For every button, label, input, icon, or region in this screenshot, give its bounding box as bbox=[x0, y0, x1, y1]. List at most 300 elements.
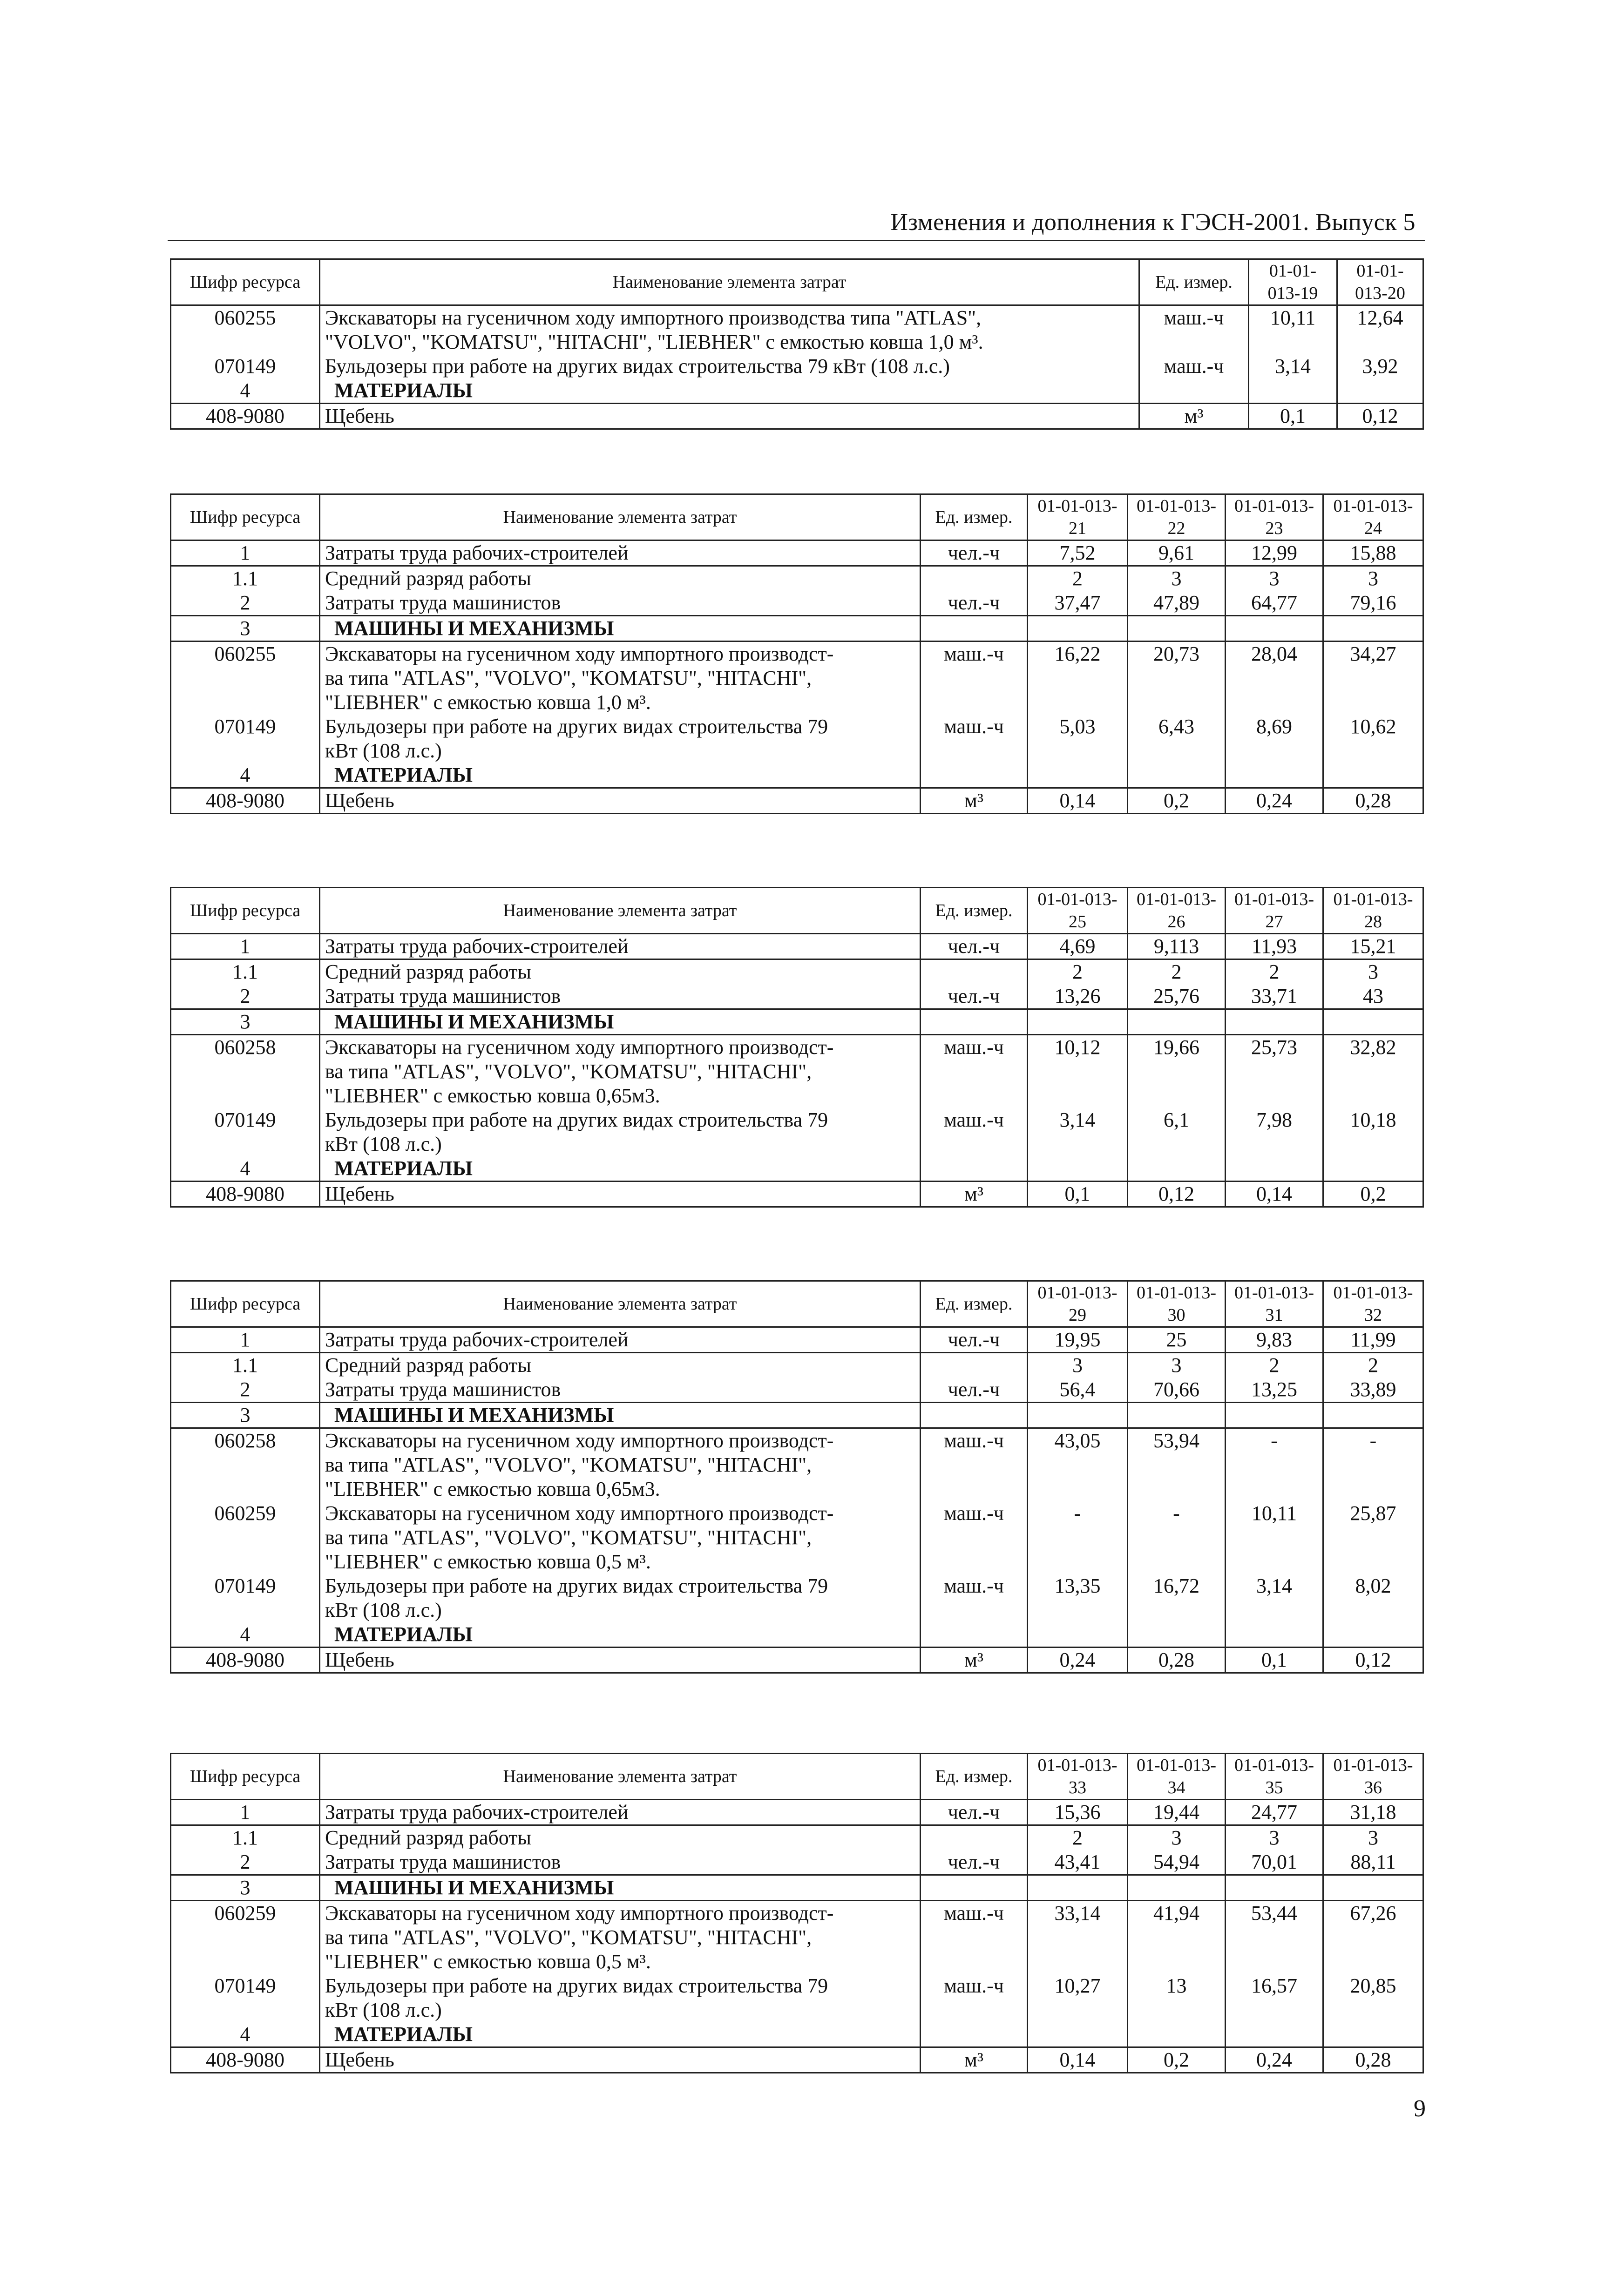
cell-unit: маш.-ч bbox=[921, 1428, 1028, 1453]
header-unit: Ед. измер. bbox=[921, 1281, 1028, 1327]
cell-value bbox=[1028, 1526, 1128, 1550]
cell-value: 37,47 bbox=[1028, 591, 1128, 616]
cell-value: 47,89 bbox=[1128, 591, 1226, 616]
cell-value bbox=[1028, 1925, 1128, 1950]
cell-value bbox=[1226, 763, 1323, 788]
cell-code: 1.1 bbox=[171, 1825, 320, 1850]
cell-value bbox=[1226, 739, 1323, 763]
cell-unit: чел.-ч bbox=[921, 984, 1028, 1009]
cell-unit bbox=[921, 1403, 1028, 1428]
cell-value bbox=[1128, 763, 1226, 788]
cell-value: 33,71 bbox=[1226, 984, 1323, 1009]
cell-value: 11,93 bbox=[1226, 934, 1323, 959]
cell-value bbox=[1226, 2022, 1323, 2047]
cell-unit bbox=[921, 1925, 1028, 1950]
cell-value: 15,88 bbox=[1323, 540, 1423, 566]
cell-value bbox=[1323, 1598, 1423, 1622]
cell-name: ва типа "ATLAS", "VOLVO", "KOMATSU", "HITACHI", bbox=[320, 1925, 921, 1950]
cell-value bbox=[1226, 1156, 1323, 1182]
cell-code: 1 bbox=[171, 540, 320, 566]
cell-value bbox=[1128, 1453, 1226, 1477]
cell-value bbox=[1226, 1622, 1323, 1648]
cell-value bbox=[1226, 1084, 1323, 1108]
cell-value: 3 bbox=[1226, 566, 1323, 591]
header-name: Наименование элемента затрат bbox=[320, 494, 921, 540]
cell-value: 25,87 bbox=[1323, 1501, 1423, 1526]
header-norm-code: 01-01-013-19 bbox=[1249, 259, 1337, 305]
cell-value bbox=[1323, 1950, 1423, 1974]
resource-table-4 bbox=[170, 1280, 1424, 1674]
cell-name: МАТЕРИАЛЫ bbox=[320, 2022, 921, 2047]
document-title: Изменения и дополнения к ГЭСН-2001. Выпуск 5 bbox=[890, 209, 1416, 236]
cell-code: 408-9080 bbox=[171, 404, 320, 429]
cell-code: 060258 bbox=[171, 1035, 320, 1060]
cell-value: 0,14 bbox=[1028, 2047, 1128, 2073]
cell-value: 10,11 bbox=[1249, 305, 1337, 331]
cell-value: 20,85 bbox=[1323, 1974, 1423, 1998]
header-name: Наименование элемента затрат bbox=[320, 1281, 921, 1327]
cell-name: "VOLVO", "KOMATSU", "HITACHI", "LIEBHER" с емкостью ковша 1,0 м³. bbox=[320, 330, 1139, 354]
cell-name: Затраты труда машинистов bbox=[320, 591, 921, 616]
cell-code bbox=[171, 1132, 320, 1156]
cell-code: 070149 bbox=[171, 1974, 320, 1998]
cell-value: 16,72 bbox=[1128, 1574, 1226, 1598]
cell-value: 2 bbox=[1226, 1353, 1323, 1378]
cell-value: 0,28 bbox=[1323, 788, 1423, 814]
header-code: Шифр ресурса bbox=[171, 1281, 320, 1327]
cell-name: Бульдозеры при работе на других видах строительства 79 bbox=[320, 1108, 921, 1132]
cell-value: 16,57 bbox=[1226, 1974, 1323, 1998]
cell-unit: м³ bbox=[921, 788, 1028, 814]
header-code: Шифр ресурса bbox=[171, 888, 320, 934]
header-norm-code: 01-01-013-29 bbox=[1028, 1281, 1128, 1327]
table-row bbox=[171, 330, 1423, 354]
cell-value: 3 bbox=[1128, 1353, 1226, 1378]
cell-value: 0,12 bbox=[1323, 1648, 1423, 1673]
cell-value: 12,64 bbox=[1337, 305, 1423, 331]
table-row bbox=[171, 739, 1423, 763]
cell-code bbox=[171, 690, 320, 715]
table-body bbox=[171, 1800, 1423, 2073]
cell-unit bbox=[921, 1453, 1028, 1477]
header-norm-code: 01-01-013-24 bbox=[1323, 494, 1423, 540]
table-row bbox=[171, 1378, 1423, 1403]
cell-unit bbox=[921, 1875, 1028, 1901]
cell-value: 0,28 bbox=[1323, 2047, 1423, 2073]
cell-code: 408-9080 bbox=[171, 2047, 320, 2073]
cell-value: 56,4 bbox=[1028, 1378, 1128, 1403]
resource-table-5 bbox=[170, 1753, 1424, 2073]
table-row bbox=[171, 1950, 1423, 1974]
cell-unit bbox=[921, 666, 1028, 690]
cell-value bbox=[1323, 666, 1423, 690]
cell-value: 3 bbox=[1226, 1825, 1323, 1850]
cell-name: ва типа "ATLAS", "VOLVO", "KOMATSU", "HITACHI", bbox=[320, 1060, 921, 1084]
cell-name: кВт (108 л.с.) bbox=[320, 1132, 921, 1156]
cell-value: 6,1 bbox=[1128, 1108, 1226, 1132]
cell-code: 408-9080 bbox=[171, 788, 320, 814]
cell-unit: м³ bbox=[921, 2047, 1028, 2073]
cell-value: 12,99 bbox=[1226, 540, 1323, 566]
cell-name: Средний разряд работы bbox=[320, 959, 921, 985]
table-row bbox=[171, 1327, 1423, 1353]
cell-value: 19,95 bbox=[1028, 1327, 1128, 1353]
header-norm-code: 01-01-013-31 bbox=[1226, 1281, 1323, 1327]
cell-value bbox=[1249, 330, 1337, 354]
cell-value: 7,52 bbox=[1028, 540, 1128, 566]
cell-value bbox=[1323, 1453, 1423, 1477]
cell-value: 13,26 bbox=[1028, 984, 1128, 1009]
table-row bbox=[171, 1501, 1423, 1526]
cell-value: 34,27 bbox=[1323, 642, 1423, 667]
cell-unit bbox=[921, 1477, 1028, 1501]
cell-name: Экскаваторы на гусеничном ходу импортного производст- bbox=[320, 1428, 921, 1453]
cell-value: 0,24 bbox=[1226, 788, 1323, 814]
cell-unit: м³ bbox=[921, 1648, 1028, 1673]
cell-code: 2 bbox=[171, 1378, 320, 1403]
cell-name: "LIEBHER" с емкостью ковша 0,65м3. bbox=[320, 1084, 921, 1108]
table-row bbox=[171, 1974, 1423, 1998]
cell-value bbox=[1128, 1622, 1226, 1648]
cell-value: 2 bbox=[1028, 566, 1128, 591]
cell-value bbox=[1128, 616, 1226, 642]
cell-name: Бульдозеры при работе на других видах строительства 79 bbox=[320, 715, 921, 739]
header-norm-code: 01-01-013-23 bbox=[1226, 494, 1323, 540]
cell-name: Экскаваторы на гусеничном ходу импортного производст- bbox=[320, 1501, 921, 1526]
cell-name: Щебень bbox=[320, 788, 921, 814]
resource-table-1 bbox=[170, 258, 1424, 430]
cell-value: 67,26 bbox=[1323, 1901, 1423, 1926]
cell-value bbox=[1323, 1526, 1423, 1550]
cell-value bbox=[1226, 1453, 1323, 1477]
cell-unit bbox=[921, 959, 1028, 985]
cell-value: 6,43 bbox=[1128, 715, 1226, 739]
table-row bbox=[171, 305, 1423, 331]
cell-value bbox=[1128, 1084, 1226, 1108]
cell-unit bbox=[921, 1550, 1028, 1574]
cell-code: 070149 bbox=[171, 1108, 320, 1132]
cell-value: 3 bbox=[1128, 566, 1226, 591]
cell-value: 0,24 bbox=[1226, 2047, 1323, 2073]
cell-code: 3 bbox=[171, 1875, 320, 1901]
cell-value bbox=[1128, 1009, 1226, 1035]
cell-value bbox=[1128, 1156, 1226, 1182]
table-row bbox=[171, 1998, 1423, 2022]
cell-value bbox=[1028, 1550, 1128, 1574]
cell-unit: м³ bbox=[921, 1182, 1028, 1207]
cell-name: Затраты труда рабочих-строителей bbox=[320, 1800, 921, 1825]
cell-unit: чел.-ч bbox=[921, 1327, 1028, 1353]
cell-value bbox=[1028, 1009, 1128, 1035]
cell-value bbox=[1128, 1403, 1226, 1428]
cell-value bbox=[1128, 1998, 1226, 2022]
cell-code: 408-9080 bbox=[171, 1182, 320, 1207]
cell-value bbox=[1128, 666, 1226, 690]
cell-code: 1 bbox=[171, 1800, 320, 1825]
cell-value bbox=[1028, 2022, 1128, 2047]
header-norm-code: 01-01-013-21 bbox=[1028, 494, 1128, 540]
table-row bbox=[171, 1598, 1423, 1622]
cell-value: 0,2 bbox=[1128, 788, 1226, 814]
cell-unit: маш.-ч bbox=[921, 1901, 1028, 1926]
table-row bbox=[171, 1622, 1423, 1648]
cell-code bbox=[171, 1925, 320, 1950]
cell-value: 33,14 bbox=[1028, 1901, 1128, 1926]
cell-unit: м³ bbox=[1139, 404, 1249, 429]
cell-value: 9,61 bbox=[1128, 540, 1226, 566]
cell-value bbox=[1128, 1875, 1226, 1901]
cell-unit bbox=[921, 616, 1028, 642]
cell-value: 79,16 bbox=[1323, 591, 1423, 616]
cell-name: МАШИНЫ И МЕХАНИЗМЫ bbox=[320, 1009, 921, 1035]
cell-name: Средний разряд работы bbox=[320, 1825, 921, 1850]
cell-value bbox=[1323, 1084, 1423, 1108]
header-unit: Ед. измер. bbox=[921, 1754, 1028, 1800]
cell-name: кВт (108 л.с.) bbox=[320, 1998, 921, 2022]
cell-code: 3 bbox=[171, 616, 320, 642]
cell-value bbox=[1028, 690, 1128, 715]
cell-value: 28,04 bbox=[1226, 642, 1323, 667]
cell-value bbox=[1323, 1477, 1423, 1501]
cell-value bbox=[1128, 739, 1226, 763]
table-header-row bbox=[171, 1754, 1423, 1800]
cell-unit bbox=[921, 739, 1028, 763]
cell-value bbox=[1028, 1403, 1128, 1428]
header-norm-code: 01-01-013-22 bbox=[1128, 494, 1226, 540]
table-row bbox=[171, 1526, 1423, 1550]
cell-value: 2 bbox=[1128, 959, 1226, 985]
table-row bbox=[171, 715, 1423, 739]
cell-value bbox=[1226, 1009, 1323, 1035]
table-row bbox=[171, 1850, 1423, 1875]
cell-name: Затраты труда рабочих-строителей bbox=[320, 1327, 921, 1353]
cell-value bbox=[1226, 1925, 1323, 1950]
cell-code bbox=[171, 1453, 320, 1477]
cell-value: 10,62 bbox=[1323, 715, 1423, 739]
table-row bbox=[171, 1132, 1423, 1156]
cell-value: 10,18 bbox=[1323, 1108, 1423, 1132]
cell-name: Затраты труда рабочих-строителей bbox=[320, 540, 921, 566]
header-norm-code: 01-01-013-26 bbox=[1128, 888, 1226, 934]
table-row bbox=[171, 984, 1423, 1009]
cell-value: 20,73 bbox=[1128, 642, 1226, 667]
table-row bbox=[171, 2022, 1423, 2047]
table-row bbox=[171, 788, 1423, 814]
cell-unit: маш.-ч bbox=[921, 1974, 1028, 1998]
cell-value bbox=[1323, 616, 1423, 642]
cell-value: 24,77 bbox=[1226, 1800, 1323, 1825]
cell-name: МАТЕРИАЛЫ bbox=[320, 378, 1139, 404]
cell-value bbox=[1226, 1060, 1323, 1084]
cell-value: 0,2 bbox=[1128, 2047, 1226, 2073]
cell-value: 11,99 bbox=[1323, 1327, 1423, 1353]
header-norm-code: 01-01-013-25 bbox=[1028, 888, 1128, 934]
table-header-row bbox=[171, 1281, 1423, 1327]
page-number: 9 bbox=[1414, 2095, 1426, 2122]
cell-value bbox=[1028, 739, 1128, 763]
table-row bbox=[171, 1009, 1423, 1035]
cell-value bbox=[1028, 616, 1128, 642]
header-norm-code: 01-01-013-32 bbox=[1323, 1281, 1423, 1327]
cell-name: "LIEBHER" с емкостью ковша 0,5 м³. bbox=[320, 1550, 921, 1574]
cell-value bbox=[1128, 1132, 1226, 1156]
table-row bbox=[171, 1428, 1423, 1453]
table-row bbox=[171, 1403, 1423, 1428]
cell-code: 1 bbox=[171, 934, 320, 959]
cell-name: Щебень bbox=[320, 2047, 921, 2073]
cell-unit: чел.-ч bbox=[921, 540, 1028, 566]
cell-value bbox=[1226, 666, 1323, 690]
cell-value bbox=[1226, 690, 1323, 715]
cell-name: Экскаваторы на гусеничном ходу импортного производства типа "ATLAS", bbox=[320, 305, 1139, 331]
cell-value bbox=[1128, 1598, 1226, 1622]
header-norm-code: 01-01-013-35 bbox=[1226, 1754, 1323, 1800]
cell-name: ва типа "ATLAS", "VOLVO", "KOMATSU", "HITACHI", bbox=[320, 1453, 921, 1477]
cell-unit bbox=[921, 1950, 1028, 1974]
cell-name: "LIEBHER" с емкостью ковша 0,5 м³. bbox=[320, 1950, 921, 1974]
header-code: Шифр ресурса bbox=[171, 259, 320, 305]
cell-value: - bbox=[1128, 1501, 1226, 1526]
cell-value bbox=[1128, 1925, 1226, 1950]
cell-value: 3,92 bbox=[1337, 354, 1423, 378]
cell-value: 70,66 bbox=[1128, 1378, 1226, 1403]
cell-value bbox=[1323, 1550, 1423, 1574]
cell-value bbox=[1226, 616, 1323, 642]
cell-value: 2 bbox=[1028, 959, 1128, 985]
cell-value: 10,11 bbox=[1226, 1501, 1323, 1526]
cell-value bbox=[1323, 1998, 1423, 2022]
resource-table-3 bbox=[170, 887, 1424, 1208]
table-row bbox=[171, 566, 1423, 591]
cell-name: Щебень bbox=[320, 1182, 921, 1207]
cell-value bbox=[1226, 1998, 1323, 2022]
cell-code: 070149 bbox=[171, 715, 320, 739]
cell-value: 8,69 bbox=[1226, 715, 1323, 739]
cell-name: МАТЕРИАЛЫ bbox=[320, 1156, 921, 1182]
cell-unit bbox=[921, 566, 1028, 591]
cell-value bbox=[1128, 2022, 1226, 2047]
cell-name: Экскаваторы на гусеничном ходу импортного производст- bbox=[320, 1035, 921, 1060]
cell-value bbox=[1323, 1622, 1423, 1648]
cell-value bbox=[1323, 1156, 1423, 1182]
table-row bbox=[171, 591, 1423, 616]
cell-value: 3 bbox=[1028, 1353, 1128, 1378]
cell-value bbox=[1028, 763, 1128, 788]
table-header-row bbox=[171, 259, 1423, 305]
cell-value: - bbox=[1226, 1428, 1323, 1453]
cell-value bbox=[1028, 1598, 1128, 1622]
cell-code: 060255 bbox=[171, 642, 320, 667]
cell-unit: маш.-ч bbox=[921, 1574, 1028, 1598]
cell-name: Затраты труда машинистов bbox=[320, 1378, 921, 1403]
cell-value: 16,22 bbox=[1028, 642, 1128, 667]
cell-value: 0,12 bbox=[1337, 404, 1423, 429]
table-row bbox=[171, 354, 1423, 378]
cell-value bbox=[1028, 1998, 1128, 2022]
cell-value bbox=[1323, 1009, 1423, 1035]
table-row bbox=[171, 1550, 1423, 1574]
cell-value: 25,76 bbox=[1128, 984, 1226, 1009]
cell-value bbox=[1028, 1950, 1128, 1974]
cell-name: Экскаваторы на гусеничном ходу импортного производст- bbox=[320, 1901, 921, 1926]
cell-value: - bbox=[1028, 1501, 1128, 1526]
table-body bbox=[171, 540, 1423, 814]
cell-unit bbox=[1139, 330, 1249, 354]
cell-value: 2 bbox=[1323, 1353, 1423, 1378]
cell-value: 53,94 bbox=[1128, 1428, 1226, 1453]
cell-name: Затраты труда машинистов bbox=[320, 984, 921, 1009]
cell-value: 3 bbox=[1323, 1825, 1423, 1850]
cell-unit: маш.-ч bbox=[921, 1035, 1028, 1060]
header-unit: Ед. измер. bbox=[1139, 259, 1249, 305]
cell-value: 2 bbox=[1226, 959, 1323, 985]
cell-unit bbox=[921, 2022, 1028, 2047]
cell-code: 4 bbox=[171, 1156, 320, 1182]
cell-unit: маш.-ч bbox=[921, 642, 1028, 667]
table-row bbox=[171, 1901, 1423, 1926]
cell-value: 64,77 bbox=[1226, 591, 1323, 616]
cell-value: 31,18 bbox=[1323, 1800, 1423, 1825]
header-norm-code: 01-01-013-34 bbox=[1128, 1754, 1226, 1800]
cell-unit: маш.-ч bbox=[921, 1501, 1028, 1526]
cell-code: 060259 bbox=[171, 1501, 320, 1526]
cell-value: 8,02 bbox=[1323, 1574, 1423, 1598]
table-row bbox=[171, 1084, 1423, 1108]
cell-code: 070149 bbox=[171, 354, 320, 378]
table-row bbox=[171, 404, 1423, 429]
table-body bbox=[171, 934, 1423, 1207]
cell-value: 0,1 bbox=[1028, 1182, 1128, 1207]
table-row bbox=[171, 378, 1423, 404]
cell-code bbox=[171, 1598, 320, 1622]
cell-value: 43 bbox=[1323, 984, 1423, 1009]
cell-value bbox=[1323, 1132, 1423, 1156]
cell-value: 10,27 bbox=[1028, 1974, 1128, 1998]
cell-value: 0,2 bbox=[1323, 1182, 1423, 1207]
cell-value: 3,14 bbox=[1028, 1108, 1128, 1132]
cell-code: 4 bbox=[171, 378, 320, 404]
cell-value: 3 bbox=[1323, 959, 1423, 985]
cell-value bbox=[1323, 1875, 1423, 1901]
header-norm-code: 01-01-013-33 bbox=[1028, 1754, 1128, 1800]
cell-unit: чел.-ч bbox=[921, 1378, 1028, 1403]
cell-name: МАТЕРИАЛЫ bbox=[320, 1622, 921, 1648]
cell-code: 3 bbox=[171, 1403, 320, 1428]
header-norm-code: 01-01-013-30 bbox=[1128, 1281, 1226, 1327]
cell-value bbox=[1226, 1403, 1323, 1428]
cell-name: Бульдозеры при работе на других видах строительства 79 кВт (108 л.с.) bbox=[320, 354, 1139, 378]
header-norm-code: 01-01-013-28 bbox=[1323, 888, 1423, 934]
table-row bbox=[171, 1875, 1423, 1901]
table-row bbox=[171, 1800, 1423, 1825]
cell-value: 70,01 bbox=[1226, 1850, 1323, 1875]
cell-unit: чел.-ч bbox=[921, 591, 1028, 616]
cell-value: 3 bbox=[1128, 1825, 1226, 1850]
cell-code: 060259 bbox=[171, 1901, 320, 1926]
cell-code: 060258 bbox=[171, 1428, 320, 1453]
table-row bbox=[171, 934, 1423, 959]
cell-value bbox=[1323, 690, 1423, 715]
table-row bbox=[171, 959, 1423, 985]
table-row bbox=[171, 666, 1423, 690]
cell-name: Щебень bbox=[320, 404, 1139, 429]
cell-value bbox=[1128, 1060, 1226, 1084]
cell-unit bbox=[921, 1622, 1028, 1648]
cell-value bbox=[1337, 378, 1423, 404]
cell-unit bbox=[921, 1132, 1028, 1156]
cell-value bbox=[1323, 2022, 1423, 2047]
cell-name: Средний разряд работы bbox=[320, 1353, 921, 1378]
